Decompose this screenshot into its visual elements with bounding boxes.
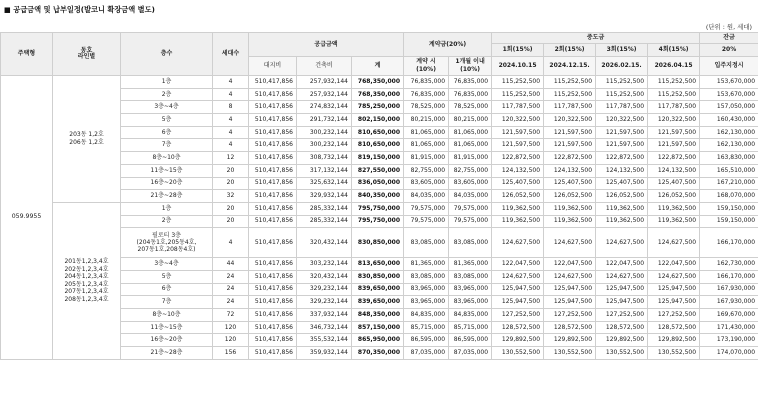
floor-cell: 2층 (121, 88, 213, 101)
amount-cell: 87,035,000 (449, 347, 492, 360)
units-cell: 4 (213, 126, 249, 139)
amount-cell: 129,892,500 (648, 334, 700, 347)
amount-cell: 813,650,000 (352, 258, 404, 271)
amount-cell: 510,417,856 (249, 164, 297, 177)
amount-cell: 126,052,500 (596, 190, 648, 203)
amount-cell: 300,232,144 (297, 126, 352, 139)
header-middle-2: 2회(15%) (544, 44, 596, 57)
amount-cell: 510,417,856 (249, 139, 297, 152)
amount-cell: 795,750,000 (352, 202, 404, 215)
amount-cell: 84,835,000 (449, 309, 492, 322)
amount-cell: 124,627,500 (492, 228, 544, 258)
units-cell: 4 (213, 88, 249, 101)
amount-cell: 122,047,500 (596, 258, 648, 271)
amount-cell: 510,417,856 (249, 347, 297, 360)
amount-cell: 510,417,856 (249, 126, 297, 139)
header-building: 동호 라인별 (53, 33, 121, 76)
amount-cell: 167,930,000 (700, 283, 758, 296)
header-balance-date: 입주지정시 (700, 57, 758, 76)
amount-cell: 80,215,000 (449, 114, 492, 127)
header-balance: 잔금 (700, 33, 758, 44)
amount-cell: 127,252,500 (492, 309, 544, 322)
amount-cell: 79,575,000 (449, 202, 492, 215)
amount-cell: 115,252,500 (596, 76, 648, 89)
amount-cell: 802,150,000 (352, 114, 404, 127)
amount-cell: 83,965,000 (404, 283, 449, 296)
floor-cell: 7층 (121, 296, 213, 309)
amount-cell: 78,525,000 (404, 101, 449, 114)
amount-cell: 124,627,500 (596, 228, 648, 258)
amount-cell: 153,670,000 (700, 88, 758, 101)
amount-cell: 81,065,000 (404, 126, 449, 139)
header-deposit-month: 1개월 이내 (10%) (449, 57, 492, 76)
amount-cell: 127,252,500 (648, 309, 700, 322)
amount-cell: 83,605,000 (449, 177, 492, 190)
amount-cell: 510,417,856 (249, 228, 297, 258)
amount-cell: 126,052,500 (492, 190, 544, 203)
amount-cell: 79,575,000 (404, 215, 449, 228)
units-cell: 12 (213, 152, 249, 165)
amount-cell: 115,252,500 (596, 88, 648, 101)
amount-cell: 128,572,500 (492, 321, 544, 334)
header-deposit: 계약금(20%) (404, 33, 492, 57)
amount-cell: 121,597,500 (648, 126, 700, 139)
header-floor: 층수 (121, 33, 213, 76)
amount-cell: 80,215,000 (404, 114, 449, 127)
amount-cell: 124,627,500 (648, 228, 700, 258)
amount-cell: 76,835,000 (449, 76, 492, 89)
amount-cell: 84,835,000 (404, 309, 449, 322)
units-cell: 72 (213, 309, 249, 322)
floor-cell: 8층~10층 (121, 309, 213, 322)
amount-cell: 119,362,500 (492, 202, 544, 215)
amount-cell: 174,070,000 (700, 347, 758, 360)
header-middle-date-3: 2026.02.15. (596, 57, 648, 76)
amount-cell: 124,627,500 (544, 228, 596, 258)
amount-cell: 836,050,000 (352, 177, 404, 190)
amount-cell: 125,407,500 (544, 177, 596, 190)
amount-cell: 159,150,000 (700, 202, 758, 215)
amount-cell: 129,892,500 (544, 334, 596, 347)
amount-cell: 117,787,500 (648, 101, 700, 114)
amount-cell: 510,417,856 (249, 215, 297, 228)
price-table (0, 32, 758, 360)
amount-cell: 329,232,144 (297, 283, 352, 296)
amount-cell: 510,417,856 (249, 152, 297, 165)
floor-cell: 5층 (121, 114, 213, 127)
units-cell: 32 (213, 190, 249, 203)
amount-cell: 160,430,000 (700, 114, 758, 127)
amount-cell: 81,065,000 (449, 126, 492, 139)
units-cell: 4 (213, 114, 249, 127)
amount-cell: 125,947,500 (492, 283, 544, 296)
amount-cell: 82,755,000 (404, 164, 449, 177)
amount-cell: 76,835,000 (449, 88, 492, 101)
amount-cell: 810,650,000 (352, 126, 404, 139)
amount-cell: 83,085,000 (404, 228, 449, 258)
units-cell: 20 (213, 177, 249, 190)
units-cell: 20 (213, 202, 249, 215)
amount-cell: 163,830,000 (700, 152, 758, 165)
amount-cell: 171,430,000 (700, 321, 758, 334)
header-land: 대지비 (249, 57, 297, 76)
floor-cell: 필로티 3층 (204동1호,205동4호, 207동1호,208동4호) (121, 228, 213, 258)
table-row (1, 76, 758, 89)
units-cell: 120 (213, 321, 249, 334)
amount-cell: 83,965,000 (404, 296, 449, 309)
amount-cell: 337,932,144 (297, 309, 352, 322)
amount-cell: 79,575,000 (449, 215, 492, 228)
amount-cell: 124,132,500 (648, 164, 700, 177)
amount-cell: 510,417,856 (249, 101, 297, 114)
amount-cell: 130,552,500 (648, 347, 700, 360)
amount-cell: 162,730,000 (700, 258, 758, 271)
amount-cell: 125,947,500 (544, 283, 596, 296)
amount-cell: 173,190,000 (700, 334, 758, 347)
floor-cell: 1층 (121, 76, 213, 89)
amount-cell: 125,407,500 (648, 177, 700, 190)
amount-cell: 510,417,856 (249, 177, 297, 190)
amount-cell: 785,250,000 (352, 101, 404, 114)
amount-cell: 130,552,500 (492, 347, 544, 360)
amount-cell: 510,417,856 (249, 321, 297, 334)
amount-cell: 125,407,500 (492, 177, 544, 190)
amount-cell: 81,065,000 (404, 139, 449, 152)
amount-cell: 119,362,500 (544, 202, 596, 215)
units-cell: 156 (213, 347, 249, 360)
amount-cell: 510,417,856 (249, 334, 297, 347)
floor-cell: 16층~20층 (121, 177, 213, 190)
amount-cell: 308,732,144 (297, 152, 352, 165)
amount-cell: 359,932,144 (297, 347, 352, 360)
amount-cell: 510,417,856 (249, 258, 297, 271)
amount-cell: 129,892,500 (492, 334, 544, 347)
header-deposit-contract: 계약 시 (10%) (404, 57, 449, 76)
amount-cell: 87,035,000 (404, 347, 449, 360)
amount-cell: 167,210,000 (700, 177, 758, 190)
amount-cell: 329,232,144 (297, 296, 352, 309)
amount-cell: 125,947,500 (544, 296, 596, 309)
amount-cell: 839,650,000 (352, 296, 404, 309)
amount-cell: 168,070,000 (700, 190, 758, 203)
amount-cell: 166,170,000 (700, 270, 758, 283)
floor-cell: 1층 (121, 202, 213, 215)
amount-cell: 119,362,500 (648, 202, 700, 215)
amount-cell: 122,872,500 (492, 152, 544, 165)
amount-cell: 79,575,000 (404, 202, 449, 215)
table-body (1, 76, 758, 360)
amount-cell: 120,322,500 (544, 114, 596, 127)
floor-cell: 3층~4층 (121, 258, 213, 271)
amount-cell: 839,650,000 (352, 283, 404, 296)
amount-cell: 768,350,000 (352, 88, 404, 101)
amount-cell: 125,947,500 (596, 283, 648, 296)
units-cell: 4 (213, 76, 249, 89)
amount-cell: 83,605,000 (404, 177, 449, 190)
amount-cell: 119,362,500 (648, 215, 700, 228)
units-cell: 20 (213, 215, 249, 228)
header-middle: 중도금 (492, 33, 700, 44)
floor-cell: 7층 (121, 139, 213, 152)
amount-cell: 124,132,500 (492, 164, 544, 177)
units-cell: 44 (213, 258, 249, 271)
amount-cell: 121,597,500 (544, 126, 596, 139)
amount-cell: 86,595,000 (449, 334, 492, 347)
amount-cell: 510,417,856 (249, 270, 297, 283)
amount-cell: 122,047,500 (544, 258, 596, 271)
amount-cell: 285,332,144 (297, 202, 352, 215)
amount-cell: 84,035,000 (404, 190, 449, 203)
amount-cell: 122,047,500 (648, 258, 700, 271)
amount-cell: 122,872,500 (544, 152, 596, 165)
amount-cell: 85,715,000 (449, 321, 492, 334)
floor-cell: 2층 (121, 215, 213, 228)
amount-cell: 124,627,500 (492, 270, 544, 283)
amount-cell: 121,597,500 (492, 126, 544, 139)
amount-cell: 124,627,500 (544, 270, 596, 283)
amount-cell: 121,597,500 (648, 139, 700, 152)
header-middle-4: 4회(15%) (648, 44, 700, 57)
amount-cell: 119,362,500 (492, 215, 544, 228)
type-cell: 059.9955 (1, 76, 53, 360)
amount-cell: 317,132,144 (297, 164, 352, 177)
amount-cell: 83,965,000 (449, 296, 492, 309)
amount-cell: 83,965,000 (449, 283, 492, 296)
amount-cell: 82,755,000 (449, 164, 492, 177)
amount-cell: 126,052,500 (544, 190, 596, 203)
amount-cell: 83,085,000 (449, 270, 492, 283)
amount-cell: 827,550,000 (352, 164, 404, 177)
amount-cell: 83,085,000 (404, 270, 449, 283)
amount-cell: 85,715,000 (404, 321, 449, 334)
amount-cell: 300,232,144 (297, 139, 352, 152)
amount-cell: 121,597,500 (544, 139, 596, 152)
building-group-cell: 203동 1,2호 206동 1,2호 (53, 76, 121, 203)
amount-cell: 78,525,000 (449, 101, 492, 114)
amount-cell: 119,362,500 (596, 215, 648, 228)
amount-cell: 159,150,000 (700, 215, 758, 228)
amount-cell: 325,632,144 (297, 177, 352, 190)
amount-cell: 86,595,000 (404, 334, 449, 347)
amount-cell: 291,732,144 (297, 114, 352, 127)
amount-cell: 117,787,500 (544, 101, 596, 114)
amount-cell: 355,532,144 (297, 334, 352, 347)
amount-cell: 127,252,500 (544, 309, 596, 322)
floor-cell: 11층~15층 (121, 164, 213, 177)
amount-cell: 121,597,500 (596, 126, 648, 139)
amount-cell: 121,597,500 (596, 139, 648, 152)
amount-cell: 162,130,000 (700, 139, 758, 152)
amount-cell: 510,417,856 (249, 283, 297, 296)
amount-cell: 115,252,500 (492, 88, 544, 101)
units-cell: 8 (213, 101, 249, 114)
amount-cell: 125,947,500 (492, 296, 544, 309)
units-cell: 24 (213, 296, 249, 309)
amount-cell: 117,787,500 (492, 101, 544, 114)
amount-cell: 346,732,144 (297, 321, 352, 334)
amount-cell: 165,510,000 (700, 164, 758, 177)
amount-cell: 81,365,000 (404, 258, 449, 271)
amount-cell: 810,650,000 (352, 139, 404, 152)
amount-cell: 157,050,000 (700, 101, 758, 114)
amount-cell: 120,322,500 (492, 114, 544, 127)
amount-cell: 124,627,500 (648, 270, 700, 283)
amount-cell: 510,417,856 (249, 88, 297, 101)
amount-cell: 768,350,000 (352, 76, 404, 89)
amount-cell: 128,572,500 (544, 321, 596, 334)
floor-cell: 21층~28층 (121, 190, 213, 203)
amount-cell: 329,932,144 (297, 190, 352, 203)
amount-cell: 119,362,500 (596, 202, 648, 215)
amount-cell: 124,132,500 (544, 164, 596, 177)
amount-cell: 510,417,856 (249, 296, 297, 309)
amount-cell: 848,350,000 (352, 309, 404, 322)
amount-cell: 274,832,144 (297, 101, 352, 114)
units-cell: 4 (213, 228, 249, 258)
amount-cell: 510,417,856 (249, 202, 297, 215)
amount-cell: 115,252,500 (648, 76, 700, 89)
amount-cell: 125,947,500 (648, 283, 700, 296)
floor-cell: 11층~15층 (121, 321, 213, 334)
amount-cell: 81,915,000 (449, 152, 492, 165)
floor-cell: 3층~4층 (121, 101, 213, 114)
amount-cell: 128,572,500 (648, 321, 700, 334)
amount-cell: 122,872,500 (596, 152, 648, 165)
amount-cell: 125,407,500 (596, 177, 648, 190)
amount-cell: 117,787,500 (596, 101, 648, 114)
header-units: 세대수 (213, 33, 249, 76)
amount-cell: 510,417,856 (249, 76, 297, 89)
amount-cell: 115,252,500 (492, 76, 544, 89)
header-balance-pct: 20% (700, 44, 758, 57)
amount-cell: 121,597,500 (492, 139, 544, 152)
amount-cell: 129,892,500 (596, 334, 648, 347)
amount-cell: 167,930,000 (700, 296, 758, 309)
amount-cell: 84,035,000 (449, 190, 492, 203)
amount-cell: 81,365,000 (449, 258, 492, 271)
floor-cell: 21층~28층 (121, 347, 213, 360)
amount-cell: 120,322,500 (596, 114, 648, 127)
amount-cell: 81,915,000 (404, 152, 449, 165)
header-building-cost: 건축비 (297, 57, 352, 76)
header-type: 주택형 (1, 33, 53, 76)
amount-cell: 510,417,856 (249, 309, 297, 322)
amount-cell: 257,932,144 (297, 88, 352, 101)
amount-cell: 122,047,500 (492, 258, 544, 271)
amount-cell: 857,150,000 (352, 321, 404, 334)
header-middle-1: 1회(15%) (492, 44, 544, 57)
header-middle-date-4: 2026.04.15 (648, 57, 700, 76)
amount-cell: 166,170,000 (700, 228, 758, 258)
amount-cell: 285,332,144 (297, 215, 352, 228)
header-middle-3: 3회(15%) (596, 44, 648, 57)
floor-cell: 6층 (121, 126, 213, 139)
amount-cell: 840,350,000 (352, 190, 404, 203)
amount-cell: 819,150,000 (352, 152, 404, 165)
amount-cell: 162,130,000 (700, 126, 758, 139)
amount-cell: 125,947,500 (648, 296, 700, 309)
amount-cell: 303,232,144 (297, 258, 352, 271)
amount-cell: 830,850,000 (352, 270, 404, 283)
header-supply: 공급금액 (249, 33, 404, 57)
amount-cell: 128,572,500 (596, 321, 648, 334)
amount-cell: 169,670,000 (700, 309, 758, 322)
building-group-cell: 201동1,2,3,4호 202동1,2,3,4호 204동1,2,3,4호 205동1,2,3,4호 207동1,2,3,4호 208동1,2,3,4호 (53, 202, 121, 359)
amount-cell: 76,835,000 (404, 76, 449, 89)
floor-cell: 8층~10층 (121, 152, 213, 165)
floor-cell: 16층~20층 (121, 334, 213, 347)
header-middle-date-1: 2024.10.15 (492, 57, 544, 76)
units-cell: 20 (213, 164, 249, 177)
amount-cell: 795,750,000 (352, 215, 404, 228)
units-cell: 24 (213, 270, 249, 283)
floor-cell: 6층 (121, 283, 213, 296)
amount-cell: 510,417,856 (249, 190, 297, 203)
amount-cell: 865,950,000 (352, 334, 404, 347)
amount-cell: 127,252,500 (596, 309, 648, 322)
table-row (1, 202, 758, 215)
amount-cell: 153,670,000 (700, 76, 758, 89)
amount-cell: 125,947,500 (596, 296, 648, 309)
units-cell: 24 (213, 283, 249, 296)
units-cell: 4 (213, 139, 249, 152)
amount-cell: 115,252,500 (544, 76, 596, 89)
amount-cell: 83,085,000 (449, 228, 492, 258)
amount-cell: 126,052,500 (648, 190, 700, 203)
page-title: ■ 공급금액 및 납부일정(발코니 확장금액 별도) (4, 5, 155, 14)
floor-cell: 5층 (121, 270, 213, 283)
amount-cell: 124,627,500 (596, 270, 648, 283)
unit-note: (단위 : 원, 세대) (705, 23, 752, 31)
header-middle-date-2: 2024.12.15. (544, 57, 596, 76)
units-cell: 120 (213, 334, 249, 347)
amount-cell: 115,252,500 (544, 88, 596, 101)
amount-cell: 81,065,000 (449, 139, 492, 152)
amount-cell: 320,432,144 (297, 228, 352, 258)
amount-cell: 130,552,500 (596, 347, 648, 360)
amount-cell: 130,552,500 (544, 347, 596, 360)
amount-cell: 76,835,000 (404, 88, 449, 101)
amount-cell: 257,932,144 (297, 76, 352, 89)
amount-cell: 870,350,000 (352, 347, 404, 360)
amount-cell: 124,132,500 (596, 164, 648, 177)
header-total: 계 (352, 57, 404, 76)
amount-cell: 120,322,500 (648, 114, 700, 127)
amount-cell: 119,362,500 (544, 215, 596, 228)
amount-cell: 122,872,500 (648, 152, 700, 165)
amount-cell: 320,432,144 (297, 270, 352, 283)
amount-cell: 115,252,500 (648, 88, 700, 101)
amount-cell: 510,417,856 (249, 114, 297, 127)
amount-cell: 830,850,000 (352, 228, 404, 258)
